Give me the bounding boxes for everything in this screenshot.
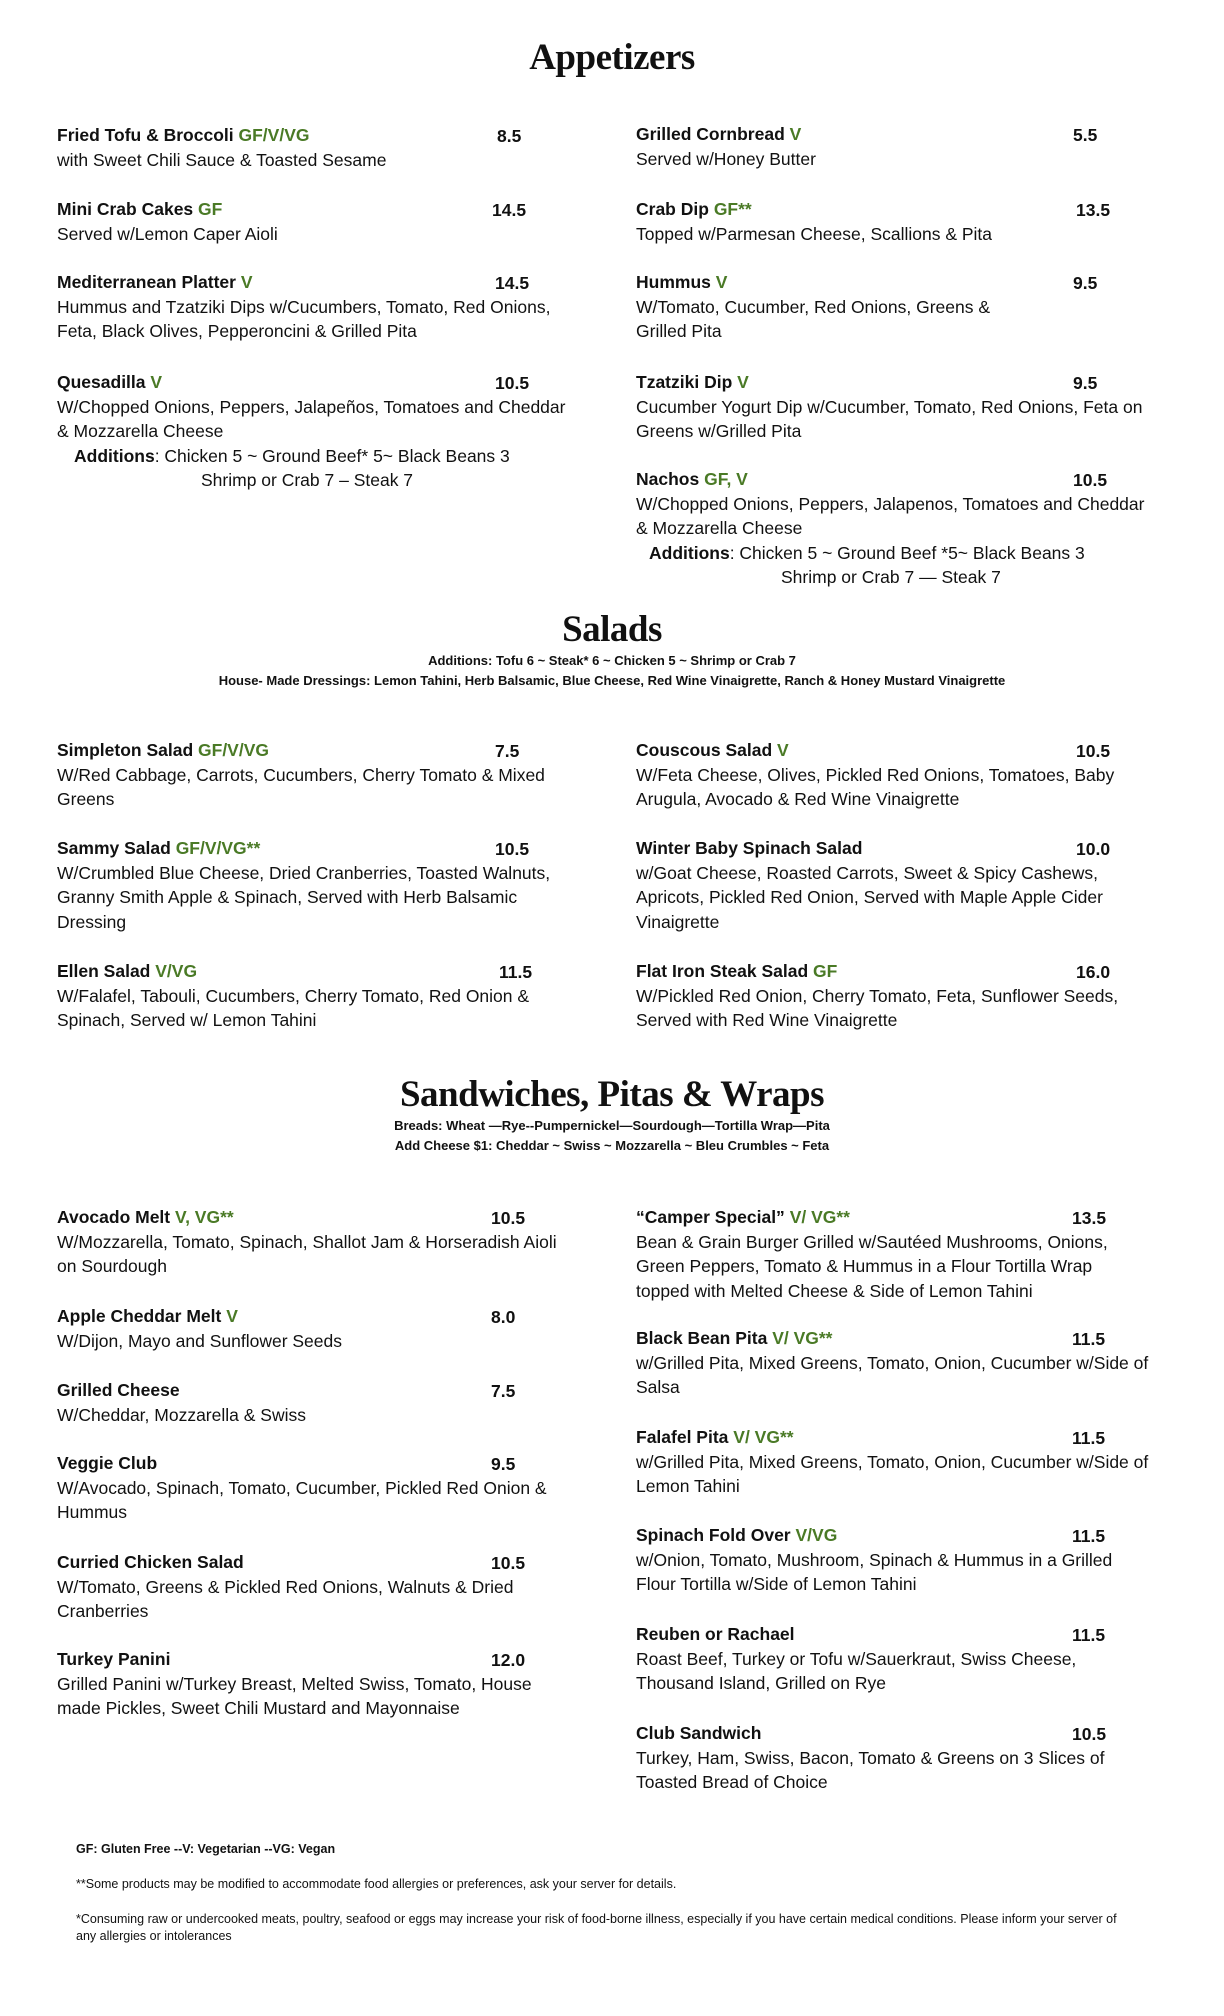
menu-item — [636, 1721, 1181, 1795]
item-header — [57, 270, 602, 295]
item-header — [57, 1205, 602, 1230]
item-description: Served w/Honey Butter — [636, 148, 816, 169]
item-header — [57, 959, 602, 984]
item-description: Served w/Lemon Caper Aioli — [57, 223, 278, 244]
item-header — [57, 370, 602, 395]
item-description: W/Avocado, Spinach, Tomato, Cucumber, Pickled Red Onion & Hummus — [57, 1477, 547, 1523]
item-price: 12.0 — [491, 1650, 526, 1670]
menu-item — [57, 1205, 602, 1279]
salads-title: Salads — [562, 609, 662, 650]
item-description: Grilled Panini w/Turkey Breast, Melted Swiss, Tomato, House made Pickles, Sweet Chili Mustard and Mayonnaise — [57, 1673, 532, 1719]
item-price: 10.0 — [1076, 839, 1111, 859]
item-header — [636, 1205, 1181, 1230]
allergy-note: **Some products may be modified to accommodate food allergies or preferences, ask your server for details. — [76, 1877, 677, 1891]
item-description: w/Goat Cheese, Roasted Carrots, Sweet & Spicy Cashews, Apricots, Pickled Red Onion, Served with Maple Apple Cider Vinaigrette — [636, 862, 1103, 932]
sandwiches-title: Sandwiches, Pitas & Wraps — [399, 1074, 825, 1115]
salads-dressings: House- Made Dressings: Lemon Tahini, Herb Balsamic, Blue Cheese, Red Wine Vinaigrette, Ranch & Honey Mustard Vinaigrette — [218, 673, 1006, 688]
dietary-tag: V — [777, 740, 789, 760]
item-price: 10.5 — [491, 1553, 526, 1573]
item-header — [57, 1451, 602, 1476]
item-description: W/Feta Cheese, Olives, Pickled Red Onions, Tomatoes, Baby Arugula, Avocado & Red Wine Vinaigrette — [636, 764, 1115, 810]
menu-item — [57, 1304, 602, 1353]
item-name: Spinach Fold Over — [636, 1525, 791, 1545]
item-description: W/Tomato, Greens & Pickled Red Onions, Walnuts & Dried Cranberries — [57, 1576, 514, 1622]
additions-line1: : Chicken 5 ~ Ground Beef* 5~ Black Beans 3 — [154, 445, 510, 466]
item-price: 10.5 — [1073, 470, 1108, 490]
item-name: Grilled Cornbread — [636, 124, 785, 144]
item-header — [57, 197, 602, 222]
item-header — [57, 1304, 602, 1329]
item-description: w/Grilled Pita, Mixed Greens, Tomato, Onion, Cucumber w/Side of Salsa — [636, 1352, 1149, 1398]
additions-label: Additions — [74, 445, 155, 466]
dietary-tag: V/VG — [155, 961, 198, 981]
item-name: “Camper Special” — [636, 1207, 785, 1227]
dietary-tag: V — [789, 124, 802, 144]
item-name: Quesadilla — [57, 372, 146, 392]
item-name: Veggie Club — [57, 1453, 158, 1473]
item-name: Flat Iron Steak Salad — [636, 961, 809, 981]
menu-item — [636, 1622, 1181, 1696]
item-name: Mini Crab Cakes — [57, 199, 194, 219]
item-description: Hummus and Tzatziki Dips w/Cucumbers, Tomato, Red Onions, Feta, Black Olives, Pepperoncini & Grilled Pita — [57, 296, 551, 342]
item-price: 9.5 — [491, 1454, 516, 1474]
menu-item — [636, 1326, 1181, 1400]
item-name: Grilled Cheese — [57, 1380, 180, 1400]
item-header — [57, 738, 602, 763]
item-description: Turkey, Ham, Swiss, Bacon, Tomato & Greens on 3 Slices of Toasted Bread of Choice — [636, 1747, 1105, 1793]
menu-item — [57, 123, 602, 172]
item-name: Winter Baby Spinach Salad — [636, 838, 863, 858]
dietary-tag: V/ VG** — [733, 1427, 794, 1447]
item-price: 11.5 — [1072, 1428, 1106, 1448]
item-name: Nachos — [636, 469, 700, 489]
dietary-tag: V — [240, 272, 253, 292]
item-description: W/Dijon, Mayo and Sunflower Seeds — [57, 1330, 342, 1351]
item-header — [57, 1550, 602, 1575]
menu-item — [636, 836, 1181, 934]
item-description: Bean & Grain Burger Grilled w/Sautéed Mushrooms, Onions, Green Peppers, Tomato & Hummus in a Flour Tortilla Wrap topped with Melted Cheese & Side of Lemon Tahini — [636, 1231, 1108, 1301]
menu-item — [57, 1550, 602, 1624]
item-price: 7.5 — [495, 741, 520, 761]
item-name: Sammy Salad — [57, 838, 171, 858]
menu-item — [57, 836, 602, 934]
item-name: Falafel Pita — [636, 1427, 729, 1447]
dietary-tag: V — [715, 272, 728, 292]
menu-item — [636, 959, 1181, 1033]
dietary-tag: V — [150, 372, 163, 392]
item-price: 10.5 — [1076, 741, 1111, 761]
item-name: Fried Tofu & Broccoli — [57, 125, 234, 145]
menu-item — [57, 370, 602, 493]
item-price: 14.5 — [492, 200, 527, 220]
item-description: W/Tomato, Cucumber, Red Onions, Greens & Grilled Pita — [636, 296, 991, 342]
item-description: Cucumber Yogurt Dip w/Cucumber, Tomato, Red Onions, Feta on Greens w/Grilled Pita — [636, 396, 1143, 442]
salads-additions: Additions: Tofu 6 ~ Steak* 6 ~ Chicken 5 ~ Shrimp or Crab 7 — [428, 653, 796, 668]
additions-line2: Shrimp or Crab 7 — Steak 7 — [781, 567, 1001, 588]
item-description: with Sweet Chili Sauce & Toasted Sesame — [57, 149, 387, 170]
menu-item — [57, 1647, 602, 1721]
item-header — [636, 738, 1181, 763]
item-price: 11.5 — [499, 962, 533, 982]
menu-item — [636, 370, 1181, 444]
menu-item — [636, 1425, 1181, 1499]
item-header — [636, 1326, 1181, 1351]
item-description: W/Cheddar, Mozzarella & Swiss — [57, 1404, 306, 1425]
dietary-tag: GF — [198, 199, 223, 219]
item-description: Roast Beef, Turkey or Tofu w/Sauerkraut, Swiss Cheese, Thousand Island, Grilled on Rye — [636, 1648, 1077, 1694]
menu-item — [57, 738, 602, 812]
item-price: 8.0 — [491, 1307, 516, 1327]
item-price: 5.5 — [1073, 125, 1098, 145]
appetizers-title: Appetizers — [529, 37, 695, 78]
menu-item — [57, 1378, 602, 1427]
dietary-tag: V/ VG** — [789, 1207, 850, 1227]
item-header — [636, 836, 1181, 861]
item-name: Simpleton Salad — [57, 740, 194, 760]
menu-item — [636, 1205, 1181, 1303]
item-name: Apple Cheddar Melt — [57, 1306, 222, 1326]
item-price: 13.5 — [1076, 200, 1111, 220]
item-price: 9.5 — [1073, 273, 1098, 293]
item-header — [636, 1622, 1181, 1647]
additions-line1: : Chicken 5 ~ Ground Beef *5~ Black Beans 3 — [729, 542, 1085, 563]
item-description: w/Grilled Pita, Mixed Greens, Tomato, Onion, Cucumber w/Side of Lemon Tahini — [636, 1451, 1149, 1497]
item-price: 14.5 — [495, 273, 530, 293]
menu-item — [636, 270, 1181, 344]
dietary-tag: V/ VG** — [772, 1328, 833, 1348]
item-price: 13.5 — [1072, 1208, 1107, 1228]
item-price: 10.5 — [495, 839, 530, 859]
item-description: W/Chopped Onions, Peppers, Jalapeños, Tomatoes and Cheddar & Mozzarella Cheese — [57, 396, 566, 442]
item-price: 8.5 — [497, 126, 522, 146]
menu-item — [636, 197, 1181, 246]
dietary-tag: GF/V/VG — [238, 125, 310, 145]
item-description: W/Mozzarella, Tomato, Spinach, Shallot Jam & Horseradish Aioli on Sourdough — [57, 1231, 557, 1277]
raw-food-warning: *Consuming raw or undercooked meats, poultry, seafood or eggs may increase your risk of food-borne illness, especially if you have certain medical conditions. Please inform your server of any allergies or intolerances — [76, 1912, 1117, 1943]
item-description: W/Chopped Onions, Peppers, Jalapenos, Tomatoes and Cheddar & Mozzarella Cheese — [636, 493, 1145, 539]
item-header — [636, 370, 1181, 395]
sandwiches-cheese: Add Cheese $1: Cheddar ~ Swiss ~ Mozzarella ~ Bleu Crumbles ~ Feta — [394, 1138, 830, 1153]
dietary-legend: GF: Gluten Free --V: Vegetarian --VG: Vegan — [76, 1842, 336, 1856]
item-name: Ellen Salad — [57, 961, 151, 981]
menu-item — [636, 122, 1181, 171]
item-price: 11.5 — [1072, 1329, 1106, 1349]
item-name: Crab Dip — [636, 199, 709, 219]
menu-item — [57, 1451, 602, 1525]
item-name: Tzatziki Dip — [636, 372, 733, 392]
item-price: 10.5 — [491, 1208, 526, 1228]
menu-item — [57, 959, 602, 1033]
additions-line2: Shrimp or Crab 7 – Steak 7 — [201, 470, 414, 491]
item-header — [636, 1425, 1181, 1450]
item-price: 11.5 — [1072, 1526, 1106, 1546]
item-header — [57, 123, 602, 148]
item-header — [57, 836, 602, 861]
item-description: W/Crumbled Blue Cheese, Dried Cranberries, Toasted Walnuts, Granny Smith Apple & Spinach, Served with Herb Balsamic Dressing — [57, 862, 551, 932]
menu-item — [57, 197, 602, 246]
sandwiches-breads: Breads: Wheat —Rye--Pumpernickel—Sourdough—Tortilla Wrap—Pita — [394, 1118, 830, 1133]
item-name: Turkey Panini — [57, 1649, 171, 1669]
item-description: W/Red Cabbage, Carrots, Cucumbers, Cherry Tomato & Mixed Greens — [57, 764, 545, 810]
item-header — [636, 1721, 1181, 1746]
item-price: 16.0 — [1076, 962, 1111, 982]
item-header — [636, 959, 1181, 984]
item-name: Mediterranean Platter — [57, 272, 236, 292]
dietary-tag: GF** — [713, 199, 752, 219]
item-description: W/Falafel, Tabouli, Cucumbers, Cherry Tomato, Red Onion & Spinach, Served w/ Lemon Tahini — [57, 985, 530, 1031]
menu-item — [636, 738, 1181, 812]
menu-item — [57, 270, 602, 344]
item-additions — [636, 541, 1181, 566]
item-name: Avocado Melt — [57, 1207, 171, 1227]
item-name: Curried Chicken Salad — [57, 1552, 244, 1572]
item-price: 10.5 — [495, 373, 530, 393]
item-name: Couscous Salad — [636, 740, 773, 760]
item-description: w/Onion, Tomato, Mushroom, Spinach & Hummus in a Grilled Flour Tortilla w/Side of Lemon Tahini — [636, 1549, 1113, 1595]
item-header — [57, 1647, 602, 1672]
item-name: Reuben or Rachael — [636, 1624, 795, 1644]
item-price: 10.5 — [1072, 1724, 1107, 1744]
dietary-tag: GF/V/VG — [198, 740, 269, 760]
item-header — [636, 197, 1181, 222]
item-additions — [57, 444, 602, 469]
menu-item — [636, 467, 1181, 590]
dietary-tag: GF, V — [704, 469, 748, 489]
menu-item — [636, 1523, 1181, 1597]
item-name: Hummus — [636, 272, 711, 292]
item-header — [636, 122, 1181, 147]
item-price: 7.5 — [491, 1381, 516, 1401]
item-name: Club Sandwich — [636, 1723, 762, 1743]
item-price: 11.5 — [1072, 1625, 1106, 1645]
additions-label: Additions — [649, 542, 730, 563]
dietary-tag: V — [737, 372, 749, 392]
item-description: Topped w/Parmesan Cheese, Scallions & Pita — [636, 223, 993, 244]
dietary-tag: V/VG — [795, 1525, 838, 1545]
item-header — [57, 1378, 602, 1403]
item-header — [636, 467, 1181, 492]
dietary-tag: V — [226, 1306, 238, 1326]
item-header — [636, 270, 1181, 295]
item-header — [636, 1523, 1181, 1548]
item-description: W/Pickled Red Onion, Cherry Tomato, Feta, Sunflower Seeds, Served with Red Wine Vinaigrette — [636, 985, 1119, 1031]
dietary-tag: GF — [813, 961, 838, 981]
item-name: Black Bean Pita — [636, 1328, 768, 1348]
dietary-tag: GF/V/VG** — [175, 838, 261, 858]
dietary-tag: V, VG** — [175, 1207, 234, 1227]
item-price: 9.5 — [1073, 373, 1098, 393]
